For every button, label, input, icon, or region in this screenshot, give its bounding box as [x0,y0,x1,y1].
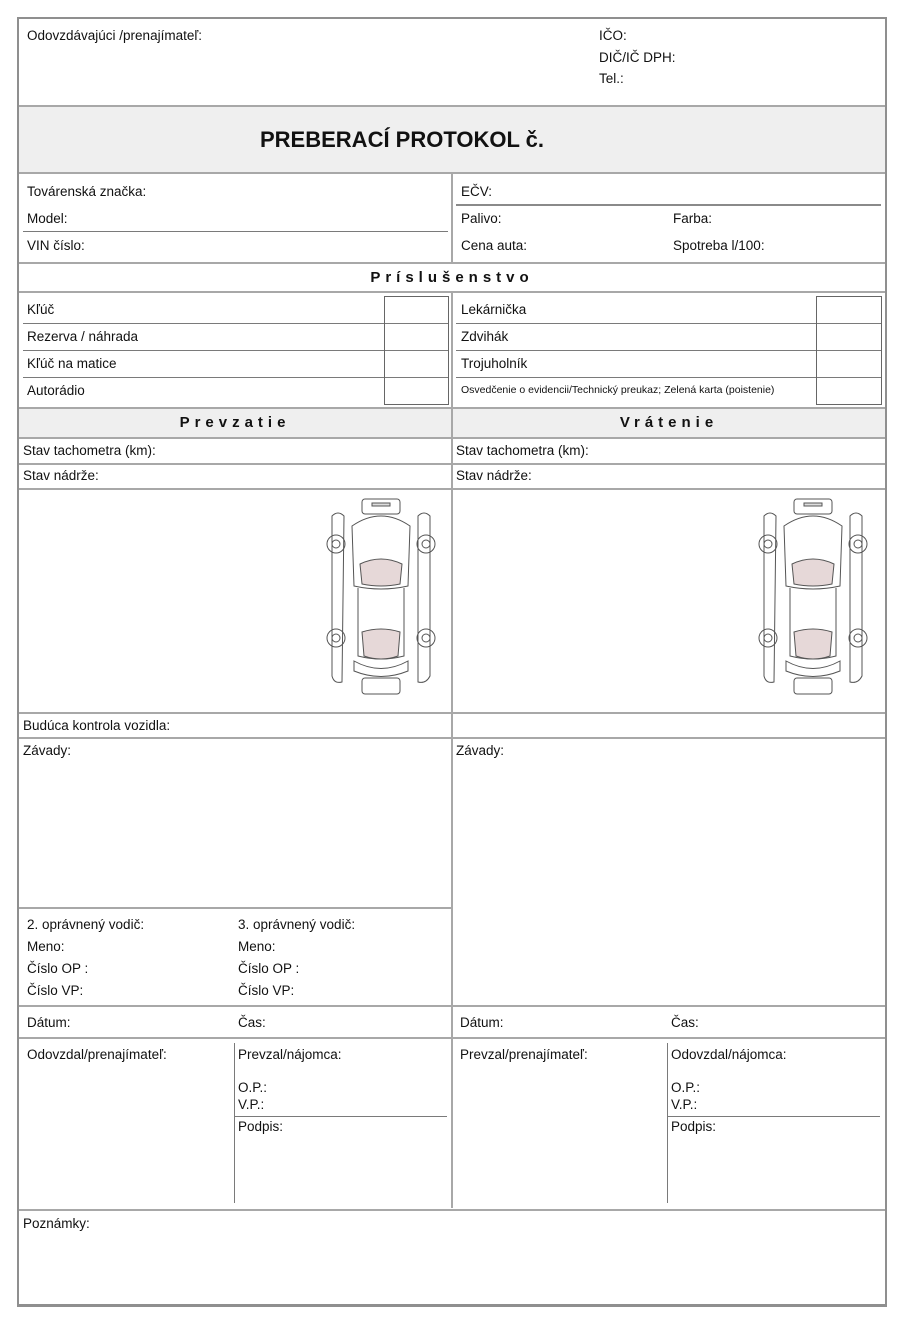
return-defects-label: Závady: [456,743,505,758]
driver2-id-label: Číslo OP : [27,961,89,976]
driver3-name-label: Meno: [238,939,276,954]
accessory-item: Lekárnička [461,302,527,317]
color-label: Farba: [673,211,713,226]
return-date-label: Dátum: [460,1015,504,1030]
consumption-label: Spotreba l/100: [673,238,765,253]
return-tank-label: Stav nádrže: [456,468,532,483]
pickup-tank-label: Stav nádrže: [23,468,99,483]
pickup-date-label: Dátum: [27,1015,71,1030]
model-label: Model: [27,211,68,226]
divider [19,1037,885,1039]
car-damage-diagram-pickup[interactable] [322,496,440,698]
divider [19,712,885,714]
fuel-label: Palivo: [461,211,502,226]
accessory-checkbox-column-right[interactable] [816,296,882,405]
return-title: Vrátenie [619,414,719,431]
pickup-title: Prevzatie [179,414,291,431]
price-label: Cena auta: [461,238,528,253]
divider [234,1043,235,1203]
accessory-item: Kľúč na matice [27,356,117,371]
center-divider [451,408,453,1208]
next-inspection-label: Budúca kontrola vozidla: [23,718,171,733]
divider [19,737,885,739]
divider [19,907,451,909]
return-received-label: Prevzal/prenajímateľ: [460,1047,588,1062]
lessor-label: Odovzdávajúci /prenajímateľ: [27,28,203,43]
divider [23,231,448,232]
ico-label: IČO: [599,28,627,43]
brand-label: Továrenská značka: [27,184,147,199]
accessory-checkbox-column-left[interactable] [384,296,449,405]
notes-label: Poznámky: [23,1216,90,1231]
driver3-id-label: Číslo OP : [238,961,300,976]
return-time-label: Čas: [671,1015,699,1030]
divider [19,437,885,439]
accessory-item: Zdvihák [461,329,509,344]
pickup-received-label: Prevzal/nájomca: [238,1047,342,1062]
accessory-item: Osvedčenie o evidencii/Technický preukaz; Zelená karta (poistenie) [461,384,775,396]
divider [235,1116,447,1117]
return-handed-over-label: Odovzdal/nájomca: [671,1047,787,1062]
driver2-name-label: Meno: [27,939,65,954]
return-odometer-label: Stav tachometra (km): [456,443,589,458]
divider [456,204,881,206]
pickup-defects-label: Závady: [23,743,72,758]
accessory-item: Autorádio [27,383,85,398]
divider [667,1043,668,1203]
pickup-handed-over-label: Odovzdal/prenajímateľ: [27,1047,167,1062]
dic-label: DIČ/IČ DPH: [599,50,676,65]
accessories-title: Príslušenstvo [370,269,534,286]
ecv-label: EČV: [461,184,493,199]
tel-label: Tel.: [599,71,624,86]
vin-label: VIN číslo: [27,238,85,253]
pickup-vp-label: V.P.: [238,1097,265,1112]
divider [19,1005,885,1007]
page-title: PREBERACÍ PROTOKOL č. [260,127,545,152]
accessory-item: Rezerva / náhrada [27,329,139,344]
return-signature-label: Podpis: [671,1119,717,1134]
divider [451,173,453,263]
accessory-item: Kľúč [27,302,55,317]
car-damage-diagram-return[interactable] [754,496,872,698]
pickup-time-label: Čas: [238,1015,266,1030]
divider [19,463,885,465]
accessory-item: Trojuholník [461,356,528,371]
driver3-license-label: Číslo VP: [238,983,295,998]
return-op-label: O.P.: [671,1080,701,1095]
divider [451,292,453,408]
pickup-signature-label: Podpis: [238,1119,284,1134]
driver3-title: 3. oprávnený vodič: [238,917,356,932]
driver2-title: 2. oprávnený vodič: [27,917,145,932]
divider [668,1116,880,1117]
pickup-op-label: O.P.: [238,1080,268,1095]
divider [19,488,885,490]
divider [19,262,885,264]
divider [19,1209,885,1211]
divider [19,105,885,107]
pickup-odometer-label: Stav tachometra (km): [23,443,156,458]
return-vp-label: V.P.: [671,1097,698,1112]
driver2-license-label: Číslo VP: [27,983,84,998]
